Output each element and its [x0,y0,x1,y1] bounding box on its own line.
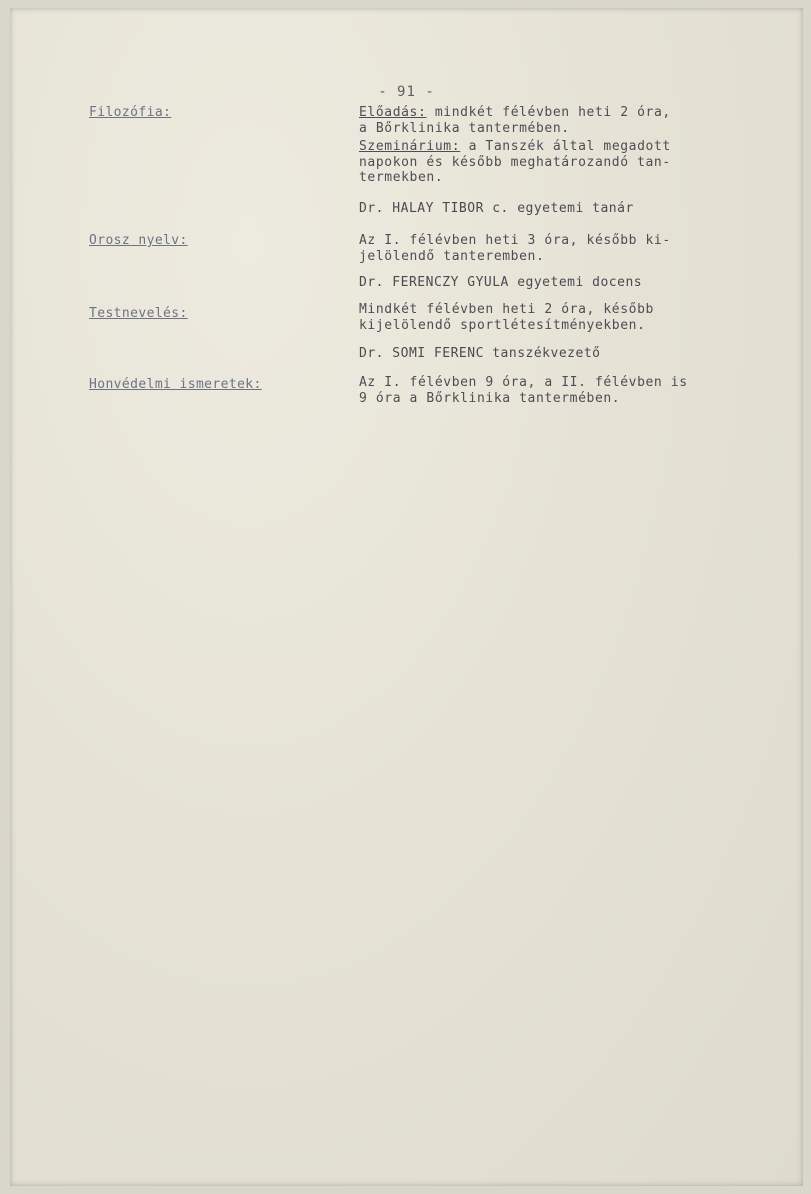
orosz-line2: jelölendő tanteremben. [359,248,545,264]
filozofia-szeminarium-block [359,139,749,186]
filozofia-eloadas-line2: a Bőrklinika tantermében. [359,120,570,136]
page-number: - 91 - [378,84,435,100]
honvedelmi-line1: Az I. félévben 9 óra, a II. félévben is [359,375,688,390]
subject-label-honvedelmi: Honvédelmi ismeretek: [89,377,262,392]
eloadas-text: mindkét félévben heti 2 óra, [434,105,671,120]
subject-label-testneveles: Testnevelés: [89,306,188,321]
testneveles-teacher: Dr. SOMI FERENC tanszékvezető [359,346,601,361]
orosz-line1: Az I. félévben heti 3 óra, később ki- [359,233,671,248]
eloadas-heading: Előadás: [359,105,427,120]
subject-label-orosz: Orosz nyelv: [89,233,188,248]
subject-label-filozofia: Filozófia: [89,105,172,120]
filozofia-szeminarium-line2: napokon és később meghatározandó tan- [359,154,671,170]
honvedelmi-line2: 9 óra a Bőrklinika tantermében. [359,390,621,406]
testneveles-line2: kijelölendő sportlétesítményekben. [359,317,646,333]
orosz-block [359,233,749,264]
szeminarium-heading: Szeminárium: [359,139,461,154]
filozofia-eloadas-line1 [359,105,749,121]
testneveles-block [359,302,749,333]
filozofia-szeminarium-line1 [359,139,749,155]
filozofia-teacher: Dr. HALAY TIBOR c. egyetemi tanár [359,201,634,216]
filozofia-eloadas-block [359,105,749,136]
honvedelmi-block [359,375,749,406]
document-page [10,8,803,1186]
orosz-teacher: Dr. FERENCZY GYULA egyetemi docens [359,275,643,290]
szeminarium-text: a Tanszék által megadott [468,139,671,154]
filozofia-szeminarium-line3: termekben. [359,170,444,185]
testneveles-line1: Mindkét félévben heti 2 óra, később [359,302,654,317]
